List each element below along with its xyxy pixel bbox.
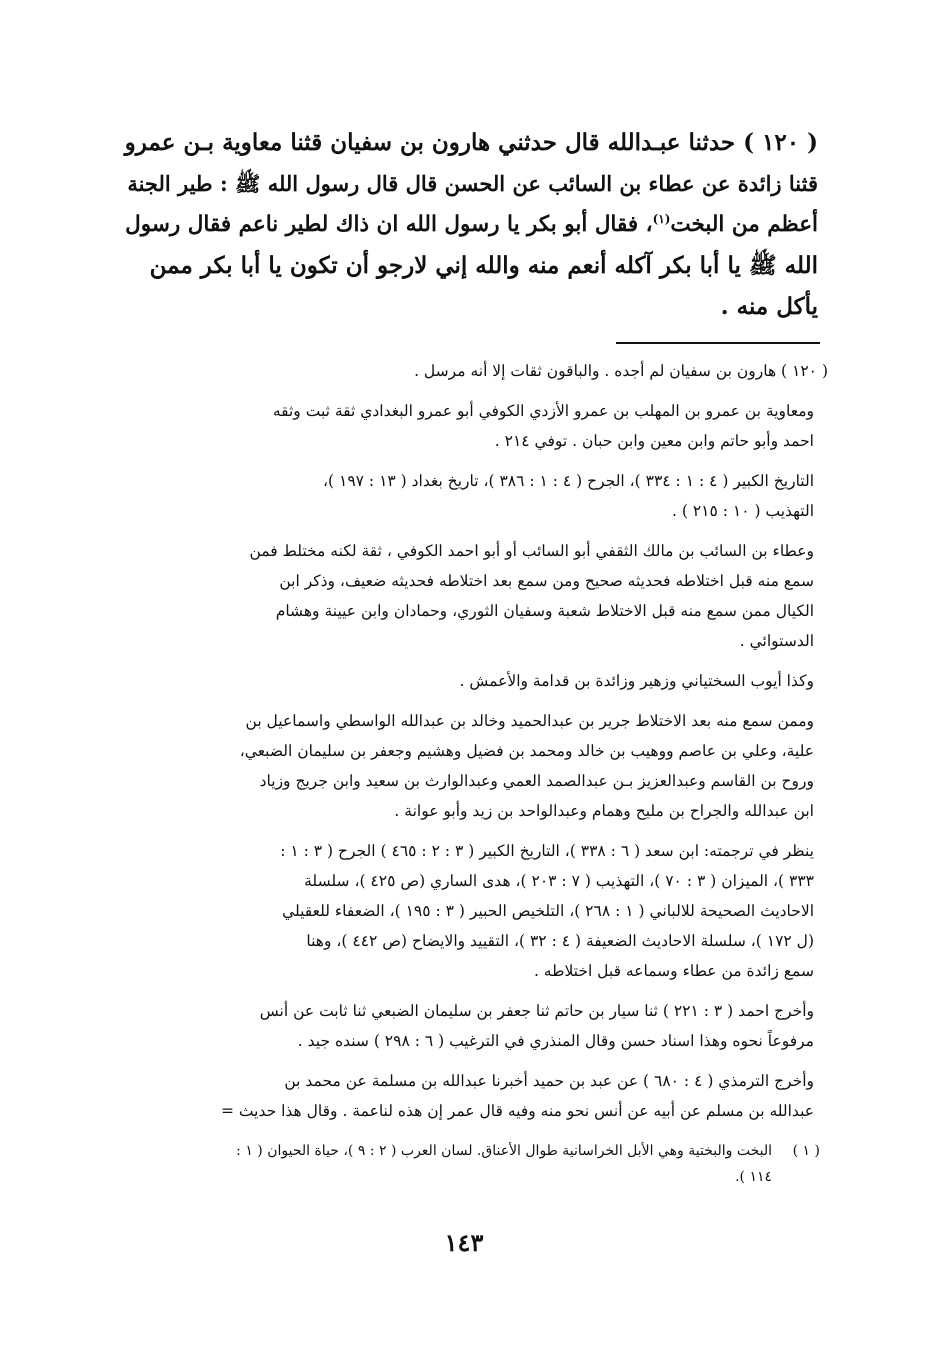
note-paragraph: التاريخ الكبير ( ٤ : ١ : ٣٣٤ )، الجرح ( ٤ : ١ : ٣٨٦ )، تاريخ بغداد ( ١٣ : ١٩٧ )، التهذيب ( ١٠ : ٢١٥ ) . (323, 472, 814, 520)
footnote-separator (616, 342, 820, 344)
note-paragraph: وأخرج احمد ( ٣ : ٢٢١ ) ثنا سيار بن حاتم ثنا جعفر بن سليمان الضبعي ثنا ثابت عن أنس مرفوعاً نحوه وهذا اسناد حسن وقال المنذري في الترغيب ( ٦ : ٢٩٨ ) سنده جيد . (259, 1002, 814, 1050)
footnote-number: ( ١ ) (792, 1143, 820, 1159)
note-paragraph: ( ١٢٠ ) هارون بن سفيان لم أجده . والباقون ثقات إلا أنه مرسل . (414, 362, 828, 380)
footnote-marker[interactable]: (١) (652, 211, 671, 226)
hadith-line: ( ١٢٠ ) حدثنا عبـدالله قال حدثني هارون بن سفيان قثنا معاوية بـن عمرو (124, 129, 818, 156)
page-number: ١٤٣ (444, 1228, 484, 1257)
note-paragraph: وأخرج الترمذي ( ٤ : ٦٨٠ ) عن عبد بن حميد أخبرنا عبدالله بن مسلمة عن محمد بن عبدالله بن مسلم عن أبيه عن أنس نحو منه وفيه قال عمر إن هذه لناعمة . وقال هذا حديث = (221, 1072, 814, 1120)
note-paragraph: وكذا أيوب السختياني وزهير وزائدة بن قدامة والأعمش . (459, 672, 814, 690)
hadith-line: الله ﷺ يا أبا بكر آكله أنعم منه والله إني لارجو أن تكون يا أبا بكر ممن (149, 252, 818, 279)
footnote (108, 1138, 820, 1190)
hadith-line: يأكل منه . (720, 293, 818, 320)
hadith-line: قثنا زائدة عن عطاء بن السائب عن الحسن قال قال رسول الله ﷺ : طير الجنة (127, 171, 818, 196)
note-paragraph: وممن سمع منه بعد الاختلاط جرير بن عبدالحميد وخالد بن عبدالله الواسطي واسماعيل بن علية، وعلي بن عاصم ووهيب بن خالد ومحمد بن فضيل وهشيم وجعفر بن سليمان الضبعي، وروح بن القاسم وعبدالعزيز بـن عبدالصمد العمي وعبدالوارث بن سعيد وابن جريج وزياد ابن عبدالله والجراح بن مليح وهمام وعبدالواحد بن زيد وأبو عوانة . (239, 712, 814, 820)
hadith-line: أعظم من البخت$^{(١)}$، فقال أبو بكر يا رسول الله ان ذاك لطير ناعم فقال رسول (125, 211, 818, 237)
note-paragraph: ينظر في ترجمته: ابن سعد ( ٦ : ٣٣٨ )، التاريخ الكبير ( ٣ : ٢ : ٤٦٥ ) الجرح ( ٣ : ١ : ٣٣٣ )، الميزان ( ٣ : ٧٠ )، التهذيب ( ٧ : ٢٠٣ )، هدى الساري (ص ٤٢٥ )، سلسلة الاحاديث الصحيحة للالباني ( ١ : ٢٦٨ )، التلخيص الحبير ( ٣ : ١٩٥ )، الضعفاء للعقيلي (ل ١٧٢ )، سلسلة الاحاديث الضعيفة ( ٤ : ٣٢ )، التقييد والايضاح (ص ٤٤٢ )، وهنا سمع زائدة من عطاء وسماعه قبل اختلاطه . (280, 842, 814, 980)
hadith-text (118, 122, 818, 327)
note-paragraph: وعطاء بن السائب بن مالك الثقفي أبو السائب أو أبو احمد الكوفي ، ثقة لكنه مختلط فمن سمع منه قبل اختلاطه فحديثه صحيح ومن سمع بعد اختلاطه فحديثه ضعيف، وذكر ابن الكيال ممن سمع منه قبل الاختلاط شعبة وسفيان الثوري، وحمادان وابن عيينة وهشام الدستوائي . (249, 542, 814, 650)
note-paragraph: ومعاوية بن عمرو بن المهلب بن عمرو الأزدي الكوفي أبو عمرو البغدادي ثقة ثبت وثقه احمد وأبو حاتم وابن معين وابن حبان . توفي ٢١٤ . (272, 402, 814, 450)
footnote-body: البخت والبختية وهي الأبل الخراسانية طوال الأعناق. لسان العرب ( ٢ : ٩ )، حياة الحيوان ( ١ : ١١٤ ). (236, 1143, 772, 1185)
commentary-notes (118, 356, 828, 1136)
